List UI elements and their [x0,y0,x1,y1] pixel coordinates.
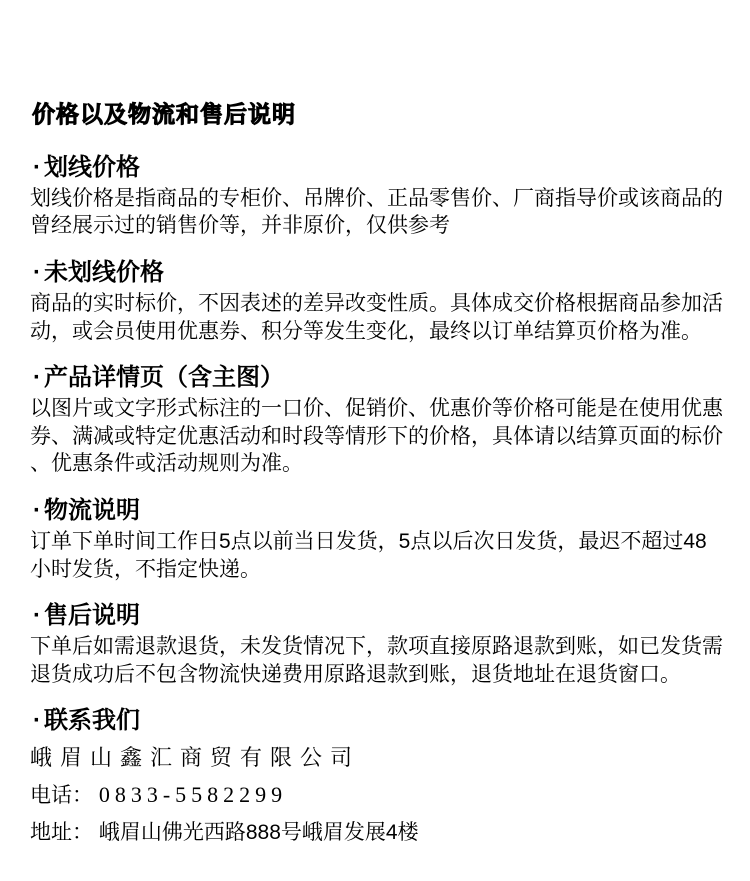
section-contact-us [30,706,724,847]
contact-company-name: 峨眉山鑫汇商贸有限公司 [30,744,361,770]
section-heading-label: 划线价格 [44,153,140,181]
phone-label: 电话： [30,784,93,808]
section-strikethrough-price [30,153,724,240]
section-heading-label: 物流说明 [44,496,140,524]
address-text: 峨眉山佛光西路888号峨眉发展4楼 [98,820,419,844]
section-heading [30,153,724,182]
bullet-dot-icon: · [33,153,41,181]
page-title: 价格以及物流和售后说明 [32,101,296,127]
bullet-dot-icon: · [33,602,41,630]
section-logistics [30,496,724,583]
section-body-text: 以图片或文字形式标注的一口价、促销价、优惠价等价格可能是在使用优惠券、满减或特定优惠活动和时段等情形下的价格，具体请以结算页面的标价、优惠条件或活动规则为准。 [30,397,723,476]
section-heading [30,258,724,287]
contact-address-row [30,819,724,847]
section-body-text: 下单后如需退款退货，未发货情况下，款项直接原路退款到账，如已发货需退货成功后不包含物流快递费用原路退款到账，退货地址在退货窗口。 [30,635,723,686]
section-heading [30,496,724,525]
section-body-text: 订单下单时间工作日5点以前当日发货，5点以后次日发货，最迟不超过48小时发货，不指定快递。 [30,530,707,581]
section-heading-label: 产品详情页（含主图） [44,364,284,392]
bullet-dot-icon: · [33,707,41,735]
section-heading-label: 售后说明 [44,602,140,630]
section-after-sales [30,601,724,688]
address-label: 地址： [30,820,93,844]
bullet-dot-icon: · [33,258,41,286]
section-product-detail-page [30,363,724,478]
section-body-text: 商品的实时标价，不因表述的差异改变性质。具体成交价格根据商品参加活动，或会员使用优惠券、积分等发生变化，最终以订单结算页价格为准。 [30,292,723,343]
section-heading-label: 联系我们 [44,707,140,735]
bullet-dot-icon: · [33,364,41,392]
section-unstrikethrough-price [30,258,724,345]
phone-number: 0833-5582299 [98,782,288,808]
contact-phone-row [30,780,724,810]
section-body-text: 划线价格是指商品的专柜价、吊牌价、正品零售价、厂商指导价或该商品的曾经展示过的销售价等，并非原价，仅供参考 [30,186,723,238]
section-heading [30,706,724,735]
bullet-dot-icon: · [33,496,41,524]
section-heading [30,601,724,630]
section-heading [30,363,724,392]
section-heading-label: 未划线价格 [44,258,164,286]
